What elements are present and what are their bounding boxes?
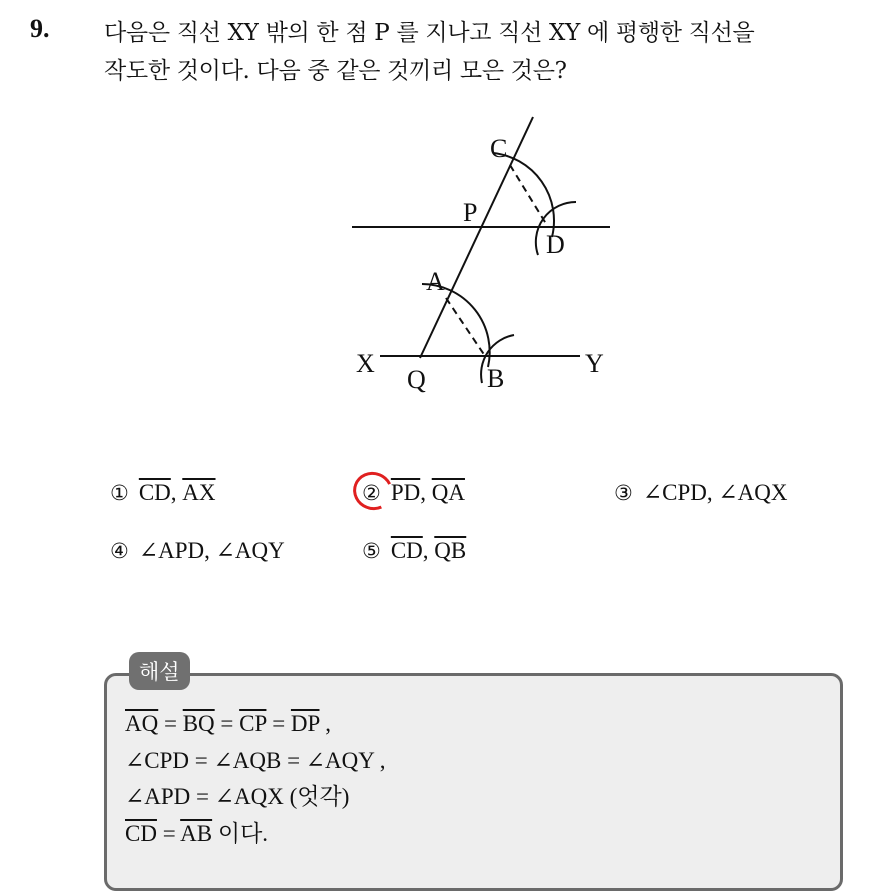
sol-seg-dp: $\overline{DP}$ (290, 711, 320, 736)
solution-line-2: ∠CPD = ∠AQB = ∠AQY , (125, 747, 386, 773)
choice-5-item-b: $\overline{QB}$ (434, 538, 467, 563)
choice-5[interactable] (362, 538, 466, 564)
choice-1-item-b: $\overline{AX}$ (182, 480, 216, 505)
choice-4-sep: , (204, 538, 210, 563)
choice-1-item-a: $\overline{CD}$ (138, 480, 171, 505)
choice-2-number: ② (362, 481, 381, 505)
solution-line-4 (125, 816, 386, 853)
label-b: B (487, 364, 505, 393)
choice-1-number: ① (110, 481, 129, 505)
choice-4[interactable] (110, 538, 285, 564)
question-line-1: 다음은 직선 XY 밖의 한 점 P 를 지나고 직선 XY 에 평행한 직선을 (104, 20, 755, 46)
label-q: Q (407, 365, 426, 394)
choice-4-item-b: ∠AQY (215, 538, 285, 563)
question-number: 9. (30, 14, 50, 43)
construction-svg (330, 105, 630, 405)
choice-3[interactable] (614, 480, 787, 506)
sol-seg-cd: $\overline{CD}$ (125, 820, 157, 846)
choice-3-item-a: ∠CPD (642, 480, 707, 505)
sol-eq-2: = (220, 711, 234, 736)
sol-seg-aq: $\overline{AQ}$ (125, 711, 159, 736)
sol-seg-cp: $\overline{CP}$ (239, 711, 267, 736)
choice-2-item-a: $\overline{PD}$ (390, 480, 421, 505)
label-a: A (426, 267, 445, 296)
sol-eq-3: = (272, 711, 286, 736)
choice-1-sep: , (170, 480, 177, 505)
label-p: P (463, 198, 478, 227)
transversal-line (420, 117, 533, 358)
sol-eq-4: = (162, 820, 176, 846)
choice-2-item-b: $\overline{QA}$ (431, 480, 465, 505)
arc-q (422, 284, 490, 367)
choice-5-item-a: $\overline{CD}$ (390, 538, 423, 563)
choice-4-item-a: ∠APD (138, 538, 205, 563)
solution-line-1 (125, 706, 386, 743)
answer-mark (348, 466, 399, 515)
choice-5-number: ⑤ (362, 539, 381, 563)
choice-4-number: ④ (110, 539, 129, 563)
choice-3-sep: , (706, 480, 713, 505)
sol-end-4: 이다. (217, 820, 269, 846)
chord-cd (510, 165, 548, 227)
choice-1[interactable] (110, 480, 216, 506)
label-y: Y (585, 349, 604, 378)
choice-5-sep: , (422, 538, 429, 563)
question-text (104, 14, 874, 90)
solution-tag: 해설 (129, 652, 190, 690)
chord-ab (446, 298, 485, 356)
arc-p (493, 153, 554, 237)
sol-seg-ab: $\overline{AB}$ (180, 820, 213, 846)
solution-lines (125, 706, 386, 852)
label-x: X (356, 349, 375, 378)
label-d: D (546, 230, 565, 259)
sol-seg-bq: $\overline{BQ}$ (182, 711, 215, 736)
choice-2-sep: , (420, 480, 426, 505)
choice-3-item-b: ∠AQX (718, 480, 788, 505)
construction-figure (330, 105, 630, 409)
solution-line-3: ∠APD = ∠AQX (엇각) (125, 784, 350, 809)
choice-3-number: ③ (614, 481, 633, 505)
question-line-2: 작도한 것이다. 다음 중 같은 것끼리 모은 것은? (104, 58, 567, 84)
sol-end-1: , (325, 711, 331, 736)
sol-eq-1: = (163, 711, 177, 736)
label-c: C (490, 134, 508, 163)
